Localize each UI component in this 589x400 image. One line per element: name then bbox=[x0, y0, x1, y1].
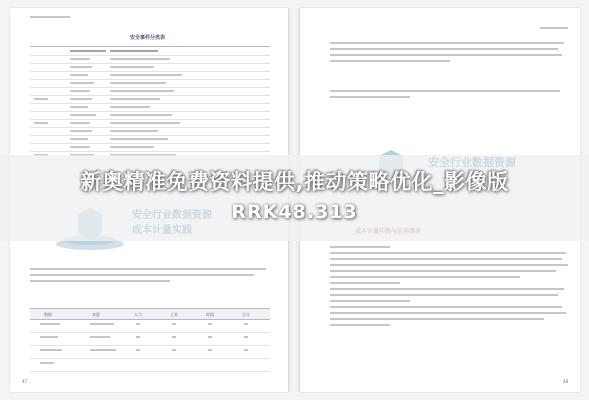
page-number: 47 bbox=[22, 379, 28, 384]
paragraph bbox=[30, 268, 270, 286]
category-table bbox=[30, 46, 270, 165]
banner-title: 新奥精准免费资料提供,推动策略优化_影像版 bbox=[80, 170, 509, 194]
table-title: 安全事件分类表 bbox=[130, 35, 166, 41]
header-cell: 人力 bbox=[134, 312, 142, 317]
table-row bbox=[30, 320, 270, 333]
table-row bbox=[30, 359, 270, 372]
header-cell: 来源 bbox=[92, 312, 100, 317]
paragraph bbox=[330, 246, 570, 330]
table-header-row bbox=[30, 308, 270, 320]
header-cell: 工具 bbox=[170, 312, 178, 317]
table-row bbox=[30, 346, 270, 359]
paragraph bbox=[330, 42, 566, 66]
cost-table bbox=[30, 308, 270, 372]
table-row bbox=[30, 333, 270, 346]
page-number: 48 bbox=[562, 379, 568, 384]
header-cell: 时间 bbox=[206, 312, 214, 317]
paragraph bbox=[330, 90, 566, 102]
right-page-header bbox=[540, 14, 568, 33]
header-cell: 合计 bbox=[242, 312, 250, 317]
banner-subtitle: RRK48.313 bbox=[231, 201, 358, 223]
header-cell: 数据 bbox=[44, 312, 52, 317]
left-page-header bbox=[30, 14, 70, 19]
